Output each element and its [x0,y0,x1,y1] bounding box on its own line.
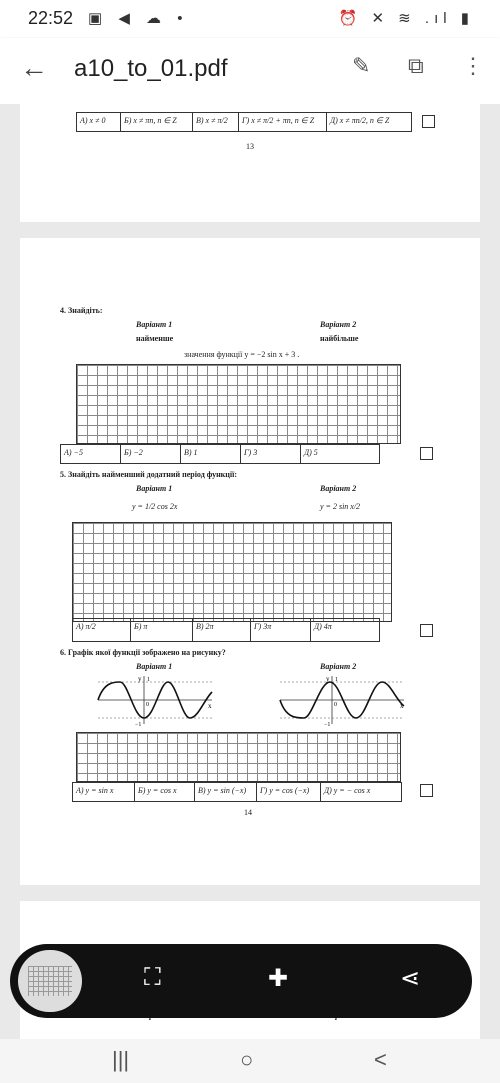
question-6-title: 6. Графік якої функції зображено на рисунку? [60,648,226,657]
bottom-toolbar [10,944,472,1018]
q5-variant-2: Варіант 2 [320,484,357,493]
q6-variant-2: Варіант 2 [320,662,357,671]
system-nav-bar [0,1039,500,1083]
q4-answer-row [60,444,380,464]
answer-d: Г) x ≠ π/2 + πn, n ∈ Z [239,113,327,131]
share-icon[interactable]: ⋖ [400,965,421,992]
notification-icons: ▣ ◀ ☁ • [88,10,189,27]
recent-apps-icon[interactable]: ||| [112,1047,130,1072]
q5-answer-checkbox[interactable] [420,624,433,637]
answer-c: В) x ≠ π/2 [193,113,239,131]
back-arrow-icon[interactable]: ← [20,52,48,83]
answer-grid [72,522,392,622]
pdf-page-14 [20,238,480,885]
question-5-title: 5. Знайдіть найменший додатний період функції: [60,470,238,479]
answer-grid [76,732,401,782]
q6-variant-1: Варіант 1 [136,662,173,671]
system-icons: ⏰ ✕ ≋ .ıl ▮ [338,10,474,27]
answer-d: Г) 3π [251,619,311,641]
answer-d: Г) 3 [241,445,301,463]
q6-answer-row [72,782,402,802]
pdf-page-13 [20,104,480,222]
q4-variant-1-word: найменше [136,334,174,343]
axis-y-label: y [326,675,330,683]
answer-e: Д) 5 [304,448,318,457]
answer-c: В) y = sin (−x) [195,783,257,801]
q5-variant-1: Варіант 1 [136,484,173,493]
answer-a: А) x ≠ 0 [77,113,121,131]
answer-e: Д) y = − cos x [324,786,371,795]
answer-b: Б) x ≠ πn, n ∈ Z [121,113,193,131]
axis-y-label: y [138,675,142,683]
q5-answer-row [72,618,380,642]
answer-e: Д) 4π [314,622,332,631]
q5-formula-2: y = 2 sin x/2 [320,502,361,511]
page-number: 13 [246,142,254,151]
open-external-icon[interactable]: ⧉ [408,53,424,78]
app-bar [0,38,500,104]
question-4-title: 4. Знайдіть: [60,306,103,315]
pdf-viewer[interactable] [0,104,500,1039]
status-time: 22:52 [28,8,74,28]
answer-grid [76,364,401,444]
tick-one: 1 [147,677,150,683]
status-bar [0,0,500,38]
answer-checkbox[interactable] [422,115,435,128]
crop-select-icon[interactable]: ⛶ [144,964,161,991]
q5-formula-1: y = 1/2 cos 2x [132,502,178,511]
add-text-icon[interactable]: ✚ [268,965,289,992]
answer-d: Г) y = cos (−x) [257,783,321,801]
edit-pencil-icon[interactable]: ✎ [352,53,371,78]
q4-function-text: значення функції y = −2 sin x + 3 . [184,350,300,359]
tick-minus-one: −1 [324,722,331,728]
more-options-icon[interactable]: ⋮ [462,53,484,78]
q4-variant-1: Варіант 1 [136,320,173,329]
answer-row [76,112,412,132]
answer-e: Д) x ≠ πn/2, n ∈ Z [330,116,390,125]
q4-variant-2: Варіант 2 [320,320,357,329]
answer-c: В) 1 [181,445,241,463]
tick-one: 1 [335,677,338,683]
page-number: 14 [244,808,252,817]
graph-variant-2 [272,672,412,728]
answer-a: А) π/2 [73,619,131,641]
tick-zero: 0 [146,702,149,708]
answer-a: А) y = sin x [73,783,135,801]
tick-minus-one: −1 [135,722,142,728]
q4-variant-2-word: найбільше [320,334,359,343]
axis-x-label: x [208,702,212,710]
axis-x-label: x [400,702,404,710]
q4-answer-checkbox[interactable] [420,447,433,460]
answer-b: Б) −2 [121,445,181,463]
q6-answer-checkbox[interactable] [420,784,433,797]
answer-c: В) 2π [193,619,251,641]
answer-b: Б) π [131,619,193,641]
tick-zero: 0 [334,702,337,708]
page-thumbnail[interactable] [18,950,82,1012]
home-icon[interactable]: ○ [240,1047,254,1072]
graph-variant-1 [90,672,220,728]
answer-a: А) −5 [61,445,121,463]
back-icon[interactable]: < [374,1047,387,1072]
answer-b: Б) y = cos x [135,783,195,801]
document-title: a10_to_01.pdf [74,55,228,82]
